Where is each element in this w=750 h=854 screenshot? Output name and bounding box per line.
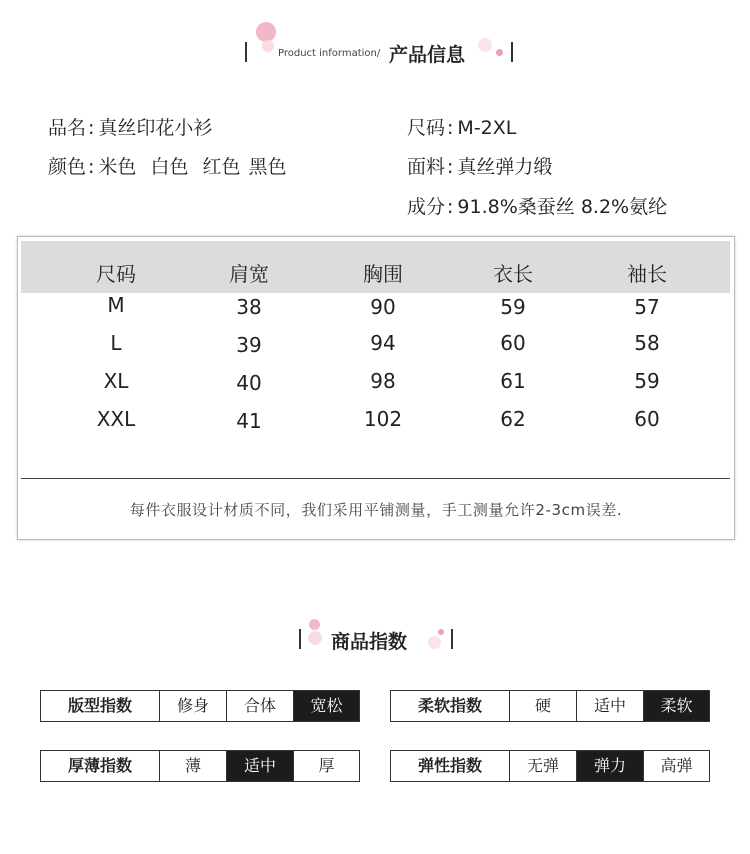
table-cell: 41 — [236, 409, 262, 433]
index-option: 薄 — [159, 750, 227, 782]
table-header-cell: 肩宽 — [229, 262, 269, 286]
header-small-text: Product information/ — [278, 48, 381, 59]
index-option-selected: 适中 — [226, 750, 294, 782]
header-title: 产品信息 — [389, 44, 466, 66]
composition-label: 成分 — [407, 196, 446, 218]
header-bar-right — [511, 42, 513, 62]
info-fabric — [407, 152, 552, 179]
size-label: 尺码 — [407, 117, 446, 139]
table-cell: 40 — [236, 371, 262, 395]
header-bar-right — [451, 629, 453, 649]
header-title: 商品指数 — [331, 631, 408, 653]
decor-dot-pink — [438, 629, 444, 635]
table-cell: 61 — [500, 369, 526, 393]
table-cell: XL — [103, 369, 129, 393]
index-label: 弹性指数 — [390, 750, 510, 782]
table-cell: 57 — [634, 295, 660, 319]
index-option: 合体 — [226, 690, 294, 722]
decor-circle-faint — [428, 636, 441, 649]
index-option: 硬 — [509, 690, 577, 722]
decor-circle-pink — [256, 22, 276, 42]
table-cell: 90 — [370, 295, 396, 319]
color-value: 红色 — [202, 156, 241, 178]
measurement-note: 每件衣服设计材质不同，我们采用平铺测量，手工测量允许2-3cm误差. — [129, 501, 623, 519]
index-option: 无弹 — [509, 750, 577, 782]
index-option-selected: 宽松 — [293, 690, 360, 722]
table-cell: 60 — [634, 407, 660, 431]
index-option-selected: 弹力 — [576, 750, 644, 782]
table-cell: 58 — [634, 331, 660, 355]
index-label: 厚薄指数 — [40, 750, 160, 782]
separator: : — [88, 117, 95, 139]
index-option: 高弹 — [643, 750, 710, 782]
decor-circle-faint — [478, 38, 492, 52]
table-cell: M — [107, 293, 125, 317]
table-header-row — [21, 241, 730, 293]
index-label: 版型指数 — [40, 690, 160, 722]
index-option: 厚 — [293, 750, 360, 782]
table-cell: 98 — [370, 369, 396, 393]
color-value: 米色 — [98, 156, 137, 178]
separator: : — [88, 156, 95, 178]
section-header-product-info — [0, 0, 750, 80]
color-value: 白色 — [150, 156, 189, 178]
color-label: 颜色 — [48, 156, 87, 178]
size-value: M-2XL — [457, 117, 517, 139]
table-cell: 102 — [363, 407, 403, 431]
header-bar-left — [299, 629, 301, 649]
table-cell: 38 — [236, 295, 262, 319]
index-option-selected: 柔软 — [643, 690, 710, 722]
separator: : — [447, 196, 454, 218]
separator: : — [447, 156, 454, 178]
table-divider — [21, 478, 730, 479]
table-cell: 94 — [370, 331, 396, 355]
size-table — [17, 236, 735, 540]
color-value: 黑色 — [248, 156, 287, 178]
decor-circle-pink — [309, 619, 320, 630]
table-cell: L — [110, 331, 122, 355]
fabric-value: 真丝弹力缎 — [457, 156, 553, 178]
composition-value: 91.8%桑蚕丝 8.2%氨纶 — [457, 196, 668, 218]
header-bar-left — [245, 42, 247, 62]
info-composition — [407, 192, 667, 219]
name-value: 真丝印花小衫 — [98, 117, 213, 139]
table-cell: 39 — [236, 333, 262, 357]
table-cell: 59 — [634, 369, 660, 393]
table-header-cell: 尺码 — [96, 262, 136, 286]
info-color — [48, 152, 286, 179]
index-option: 适中 — [576, 690, 644, 722]
name-label: 品名 — [48, 117, 87, 139]
decor-circle-light — [262, 40, 274, 52]
table-header-cell: 衣长 — [493, 262, 533, 286]
index-option: 修身 — [159, 690, 227, 722]
section-header-product-index — [0, 610, 750, 660]
decor-circle-light — [308, 631, 322, 645]
info-name — [48, 113, 212, 140]
fabric-label: 面料 — [407, 156, 446, 178]
index-label: 柔软指数 — [390, 690, 510, 722]
info-size — [407, 113, 516, 140]
table-cell: XXL — [96, 407, 136, 431]
table-cell: 59 — [500, 295, 526, 319]
separator: : — [447, 117, 454, 139]
table-header-cell: 胸围 — [363, 262, 403, 286]
table-cell: 62 — [500, 407, 526, 431]
decor-dot-pink — [496, 49, 503, 56]
table-cell: 60 — [500, 331, 526, 355]
table-header-cell: 袖长 — [627, 262, 667, 286]
